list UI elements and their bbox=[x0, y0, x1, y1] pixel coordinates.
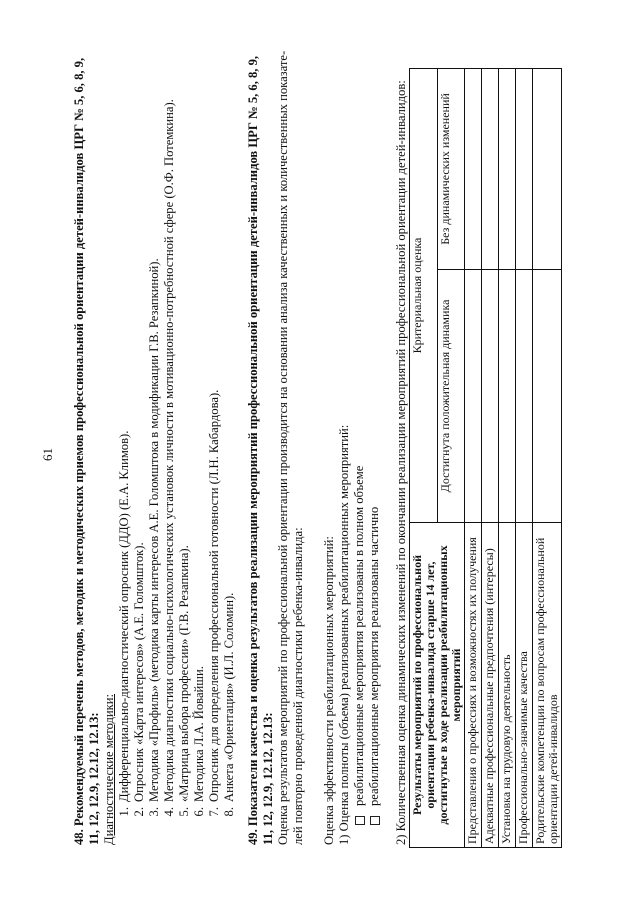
header-positive-dynamics: Достигнута положительная динамика bbox=[437, 269, 465, 522]
cell-no-change bbox=[499, 69, 516, 270]
cell-positive bbox=[516, 269, 533, 522]
evaluation-title: Оценка эффективности реабилитационных мероприятий: bbox=[322, 536, 336, 845]
section-49-intro-cont: лей повторно проведенной диагностики ребенка-инвалида: bbox=[291, 527, 305, 845]
section-49-heading: 49. Показатели качества и оценка результатов реализации мероприятий профессиональной ориентации детей-инвалидов ЦРГ № 5, 6, 8, 9, bbox=[246, 55, 260, 845]
cell-positive bbox=[465, 269, 482, 522]
table-row bbox=[533, 69, 562, 848]
cell-positive bbox=[533, 269, 562, 522]
checkbox-partial-label: реабилитационные мероприятия реализованы частично bbox=[367, 506, 381, 806]
checkbox-row-partial bbox=[367, 507, 382, 825]
header-criteria: Критериальная оценка bbox=[410, 69, 438, 523]
row-label: Адекватные профессиональные предпочтения (интересы) bbox=[482, 523, 499, 848]
page-number: 61 bbox=[40, 448, 55, 461]
checkbox-full-label: реабилитационные мероприятия реализованы в полном объеме bbox=[352, 465, 366, 806]
cell-no-change bbox=[533, 69, 562, 270]
method-number: 8. bbox=[222, 807, 236, 817]
method-number: 4. bbox=[162, 807, 176, 817]
checkbox-full[interactable] bbox=[355, 816, 365, 825]
diagnostic-methods-subheading: Диагностические методики: bbox=[102, 693, 116, 845]
section-48-heading: 48. Рекомендуемый перечень методов, методик и методических приемов профессиональной ориентации детей-инвалидов ЦРГ № 5, 6, 8, 9, bbox=[72, 57, 86, 845]
section-49-heading-cont: 11, 12, 12.9, 12.12, 12.13: bbox=[261, 712, 275, 845]
method-text: Методика «Профиль» (методика карты интересов А.Е. Голомштока в модификации Г.В. Резапкиной). bbox=[147, 258, 161, 802]
method-number: 2. bbox=[132, 807, 146, 817]
row-label: Установка на трудовую деятельность bbox=[499, 523, 516, 848]
row-label: Родительские компетенции по вопросам профессиональной ориентации детей-инвалидов bbox=[533, 523, 562, 848]
table-row bbox=[516, 69, 533, 848]
cell-no-change bbox=[482, 69, 499, 270]
cell-no-change bbox=[516, 69, 533, 270]
method-number: 7. bbox=[207, 807, 221, 817]
checkbox-row-full bbox=[352, 466, 367, 825]
method-number: 5. bbox=[177, 807, 191, 817]
method-text: Опросник «Карта интересов» (А.Е. Голомшток). bbox=[132, 542, 146, 802]
method-text: Дифференциально-диагностический опросник (ДДО) (Е.А. Климов). bbox=[117, 430, 131, 802]
table-row bbox=[499, 69, 516, 848]
evaluation-item-2: 2) Количественная оценка динамических изменений по окончании реализации мероприятий профессиональной ориентации детей-инвалидов: bbox=[394, 80, 408, 845]
section-49-intro: Оценка результатов мероприятий по профессиональной ориентации производится на основании анализа качественных и количественных показате- bbox=[276, 50, 290, 845]
method-text: Методика Л.А. Йовайши. bbox=[192, 666, 206, 802]
results-table bbox=[409, 68, 562, 848]
method-number: 1. bbox=[117, 807, 131, 817]
method-text: «Матрица выбора профессии» (Г.В. Резапкина). bbox=[177, 545, 191, 802]
header-no-changes: Без динамических изменений bbox=[437, 69, 465, 270]
cell-no-change bbox=[465, 69, 482, 270]
method-text: Опросник для определения профессиональной готовности (Л.Н. Кабардова). bbox=[207, 389, 221, 802]
checkbox-partial[interactable] bbox=[370, 816, 380, 825]
header-results: Результаты мероприятий по профессиональной ориентации ребенка-инвалида старше 14 лет, достигнутые в ходе реализации реабилитационных мероприятий bbox=[410, 523, 465, 848]
evaluation-item-1: 1) Оценка полноты (объема) реализованных реабилитационных мероприятий: bbox=[337, 424, 351, 845]
method-text: Анкета «Ориентация» (И.Л. Соломин). bbox=[222, 592, 236, 802]
row-label: Представления о профессиях и возможностях их получения bbox=[465, 523, 482, 848]
cell-positive bbox=[499, 269, 516, 522]
method-number: 6. bbox=[192, 807, 206, 817]
method-text: Методика диагностики социально-психологических установок личности в мотивационно-потребностной сфере (О.Ф. Потемкина). bbox=[162, 99, 176, 802]
method-number: 3. bbox=[147, 807, 161, 817]
table-row bbox=[482, 69, 499, 848]
cell-positive bbox=[482, 269, 499, 522]
table-row bbox=[465, 69, 482, 848]
row-label: Профессионально-значимые качества bbox=[516, 523, 533, 848]
section-48-heading-cont: 11, 12, 12.9, 12.12, 12.13: bbox=[87, 712, 101, 845]
table-header-row bbox=[410, 69, 438, 848]
